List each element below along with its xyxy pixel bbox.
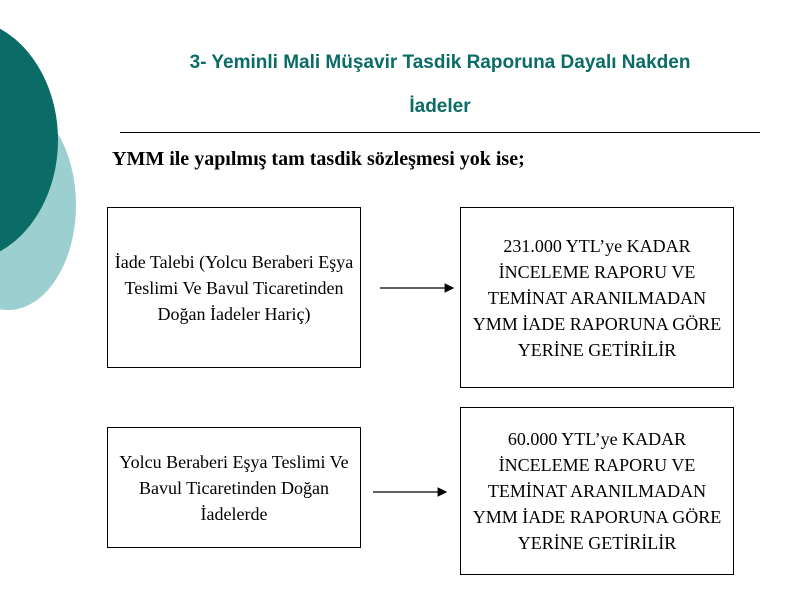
- row2-right-text: 60.000 YTL’ye KADAR İNCELEME RAPORU VE TEMİNAT ARANILMADAN YMM İADE RAPORUNA GÖRE YERİNE GETİRİLİR: [472, 429, 722, 553]
- slide-title-line1: 3- Yeminli Mali Müşavir Tasdik Raporuna Dayalı Nakden: [189, 52, 691, 73]
- slide-title-line2: İadeler: [409, 96, 471, 117]
- row1-right-text: 231.000 YTL’ye KADAR İNCELEME RAPORU VE TEMİNAT ARANILMADAN YMM İADE RAPORUNA GÖRE YERİNE GETİRİLİR: [472, 235, 722, 360]
- row2-left-box: [107, 427, 361, 548]
- subtitle: YMM ile yapılmış tam tasdik sözleşmesi yok ise;: [112, 148, 525, 170]
- row1-right-box: [460, 207, 734, 388]
- row1-left-box: [107, 207, 361, 368]
- row2-right-box: [460, 407, 734, 575]
- title-divider: [120, 132, 760, 133]
- row2-left-text: Yolcu Beraberi Eşya Teslimi Ve Bavul Ticaretinden Doğan İadelerde: [119, 451, 349, 524]
- row1-left-text: İade Talebi (Yolcu Beraberi Eşya Teslimi Ve Bavul Ticaretinden Doğan İadeler Hariç): [114, 251, 354, 324]
